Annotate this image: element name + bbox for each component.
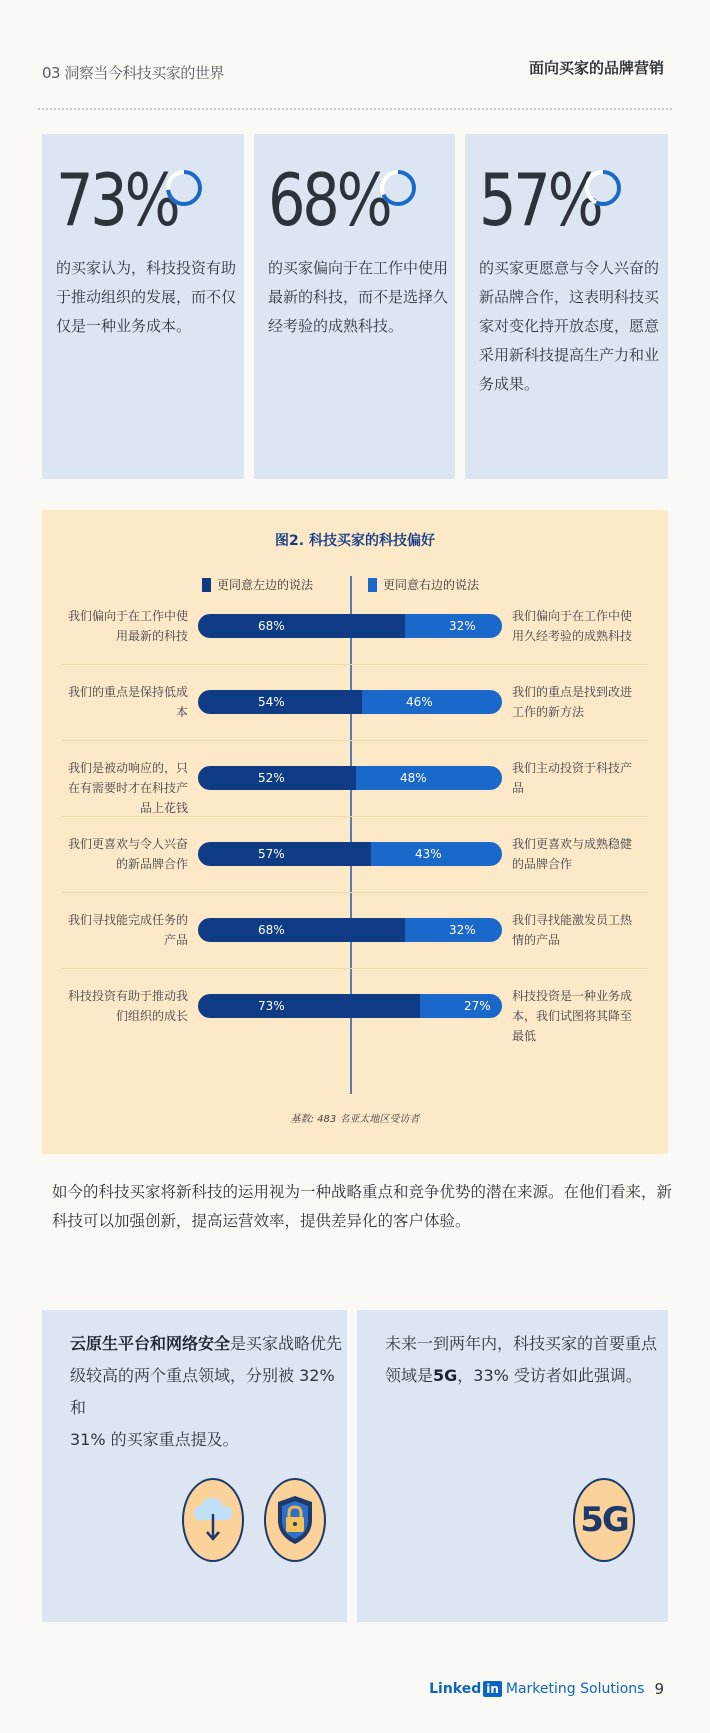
bar-value-right: 32%: [449, 619, 476, 633]
row-separator: [62, 892, 648, 893]
chart-base-note: 基数: 483 名亚太地区受访者: [290, 1114, 420, 1125]
bar-segment-right: [362, 690, 502, 714]
bottom-card-left: [42, 1310, 347, 1622]
bar-value-right: 48%: [400, 771, 427, 785]
row-left-label: 科技投资有助于推动我们组织的成长: [67, 989, 188, 1023]
row-right-label: 我们的重点是找到改进工作的新方法: [512, 685, 633, 719]
stat-value: 68%: [268, 158, 390, 242]
text-line: 31% 的买家重点提及。: [70, 1430, 239, 1449]
row-bar: [198, 766, 502, 790]
footer: [429, 1680, 664, 1698]
linkedin-logo: [429, 1681, 502, 1697]
security-lock-icon: [264, 1478, 326, 1562]
row-left-label: 我们更喜欢与令人兴奋的新品牌合作: [67, 837, 188, 871]
legend-label: 更同意右边的说法: [383, 578, 480, 592]
stat-card-3: [465, 134, 668, 479]
bar-value-right: 27%: [464, 999, 491, 1013]
bottom-right-text: [385, 1328, 657, 1392]
legend-left: [202, 576, 313, 593]
text-span: 领域是: [385, 1366, 434, 1385]
row-right-label: 科技投资是一种业务成本，我们试图将其降至最低: [512, 989, 633, 1043]
text-line: 未来一到两年内，科技买家的首要重点: [385, 1334, 658, 1353]
legend-swatch-left: [202, 578, 211, 592]
highlight-text: 5G: [433, 1366, 458, 1385]
row-right-label: 我们更喜欢与成熟稳健的品牌合作: [512, 837, 633, 871]
row-separator: [62, 740, 648, 741]
chart-panel: [42, 510, 668, 1154]
row-bar: [198, 994, 502, 1018]
bottom-left-text: [70, 1328, 347, 1456]
brand-box: in: [483, 1681, 502, 1697]
row-right-label: 我们主动投资于科技产品: [512, 761, 633, 795]
bar-segment-left: [198, 614, 405, 638]
row-left-label: 我们寻找能完成任务的产品: [67, 913, 188, 947]
row-bar: [198, 842, 502, 866]
product-name: Marketing Solutions: [505, 1681, 645, 1697]
bar-value-right: 43%: [415, 847, 442, 861]
row-left-label: 我们偏向于在工作中使用最新的科技: [67, 609, 188, 643]
bar-segment-left: [198, 690, 362, 714]
stat-ring-icon: [164, 168, 204, 208]
legend-right: [368, 576, 479, 593]
body-paragraph: 如今的科技买家将新科技的运用视为一种战略重点和竞争优势的潜在来源。在他们看来，新科技可以加强创新，提高运营效率，提供差异化的客户体验。: [52, 1183, 673, 1230]
bar-segment-right: [371, 842, 502, 866]
bar-segment-left: [198, 766, 356, 790]
row-separator: [62, 664, 648, 665]
bar-segment-right: [420, 994, 502, 1018]
bar-value-left: 73%: [258, 999, 285, 1013]
bar-value-left: 52%: [258, 771, 285, 785]
row-bar: [198, 690, 502, 714]
row-separator: [62, 816, 648, 817]
stat-card-2: [254, 134, 455, 479]
5g-icon-label: 5G: [580, 1500, 628, 1540]
highlight-text: 云原生平台和网络安全: [70, 1334, 231, 1353]
bottom-card-right: [357, 1310, 668, 1622]
stat-description: 的买家偏向于在工作中使用最新的科技，而不是选择久经考验的成熟科技。: [268, 259, 449, 335]
text-span: ，33% 受访者如此强调。: [457, 1366, 642, 1385]
stat-card-1: [42, 134, 244, 479]
bar-value-left: 54%: [258, 695, 285, 709]
chart-title: 图2. 科技买家的科技偏好: [275, 533, 435, 549]
legend-swatch-right: [368, 578, 377, 592]
page-number: 9: [654, 1680, 664, 1698]
bar-segment-left: [198, 918, 405, 942]
bar-segment-left: [198, 994, 420, 1018]
bar-value-left: 68%: [258, 923, 285, 937]
text-line: 级较高的两个重点领域，分别被 32% 和: [70, 1366, 335, 1417]
row-separator: [62, 968, 648, 969]
bar-value-left: 57%: [258, 847, 285, 861]
bar-segment-left: [198, 842, 371, 866]
stat-value: 73%: [56, 158, 178, 242]
stat-description: 的买家更愿意与令人兴奋的新品牌合作，这表明科技买家对变化持开放态度，愿意采用新科技提高生产力和业务成果。: [479, 259, 660, 393]
stat-value: 57%: [479, 158, 601, 242]
stat-ring-icon: [378, 168, 418, 208]
bar-segment-right: [405, 614, 502, 638]
cloud-download-icon: [182, 1478, 244, 1562]
row-right-label: 我们寻找能激发员工热情的产品: [512, 913, 633, 947]
brand-text: Linked: [429, 1681, 482, 1697]
bar-value-left: 68%: [258, 619, 285, 633]
row-bar: [198, 918, 502, 942]
legend-label: 更同意左边的说法: [217, 578, 314, 592]
bar-value-right: 32%: [449, 923, 476, 937]
bar-segment-right: [356, 766, 502, 790]
text-span: 是买家战略优先: [230, 1334, 343, 1353]
stat-description: 的买家认为，科技投资有助于推动组织的发展，而不仅仅是一种业务成本。: [56, 259, 237, 335]
row-left-label: 我们的重点是保持低成本: [67, 685, 188, 719]
stat-ring-icon: [583, 168, 623, 208]
row-bar: [198, 614, 502, 638]
bar-segment-right: [405, 918, 502, 942]
row-left-label: 我们是被动响应的，只在有需要时才在科技产品上花钱: [67, 761, 188, 815]
page-title: 面向买家的品牌营销: [528, 59, 664, 77]
header-divider: [38, 108, 672, 110]
section-title: 03 洞察当今科技买家的世界: [42, 64, 224, 82]
5g-icon: [573, 1478, 635, 1562]
bar-value-right: 46%: [406, 695, 433, 709]
row-right-label: 我们偏向于在工作中使用久经考验的成熟科技: [512, 609, 633, 643]
